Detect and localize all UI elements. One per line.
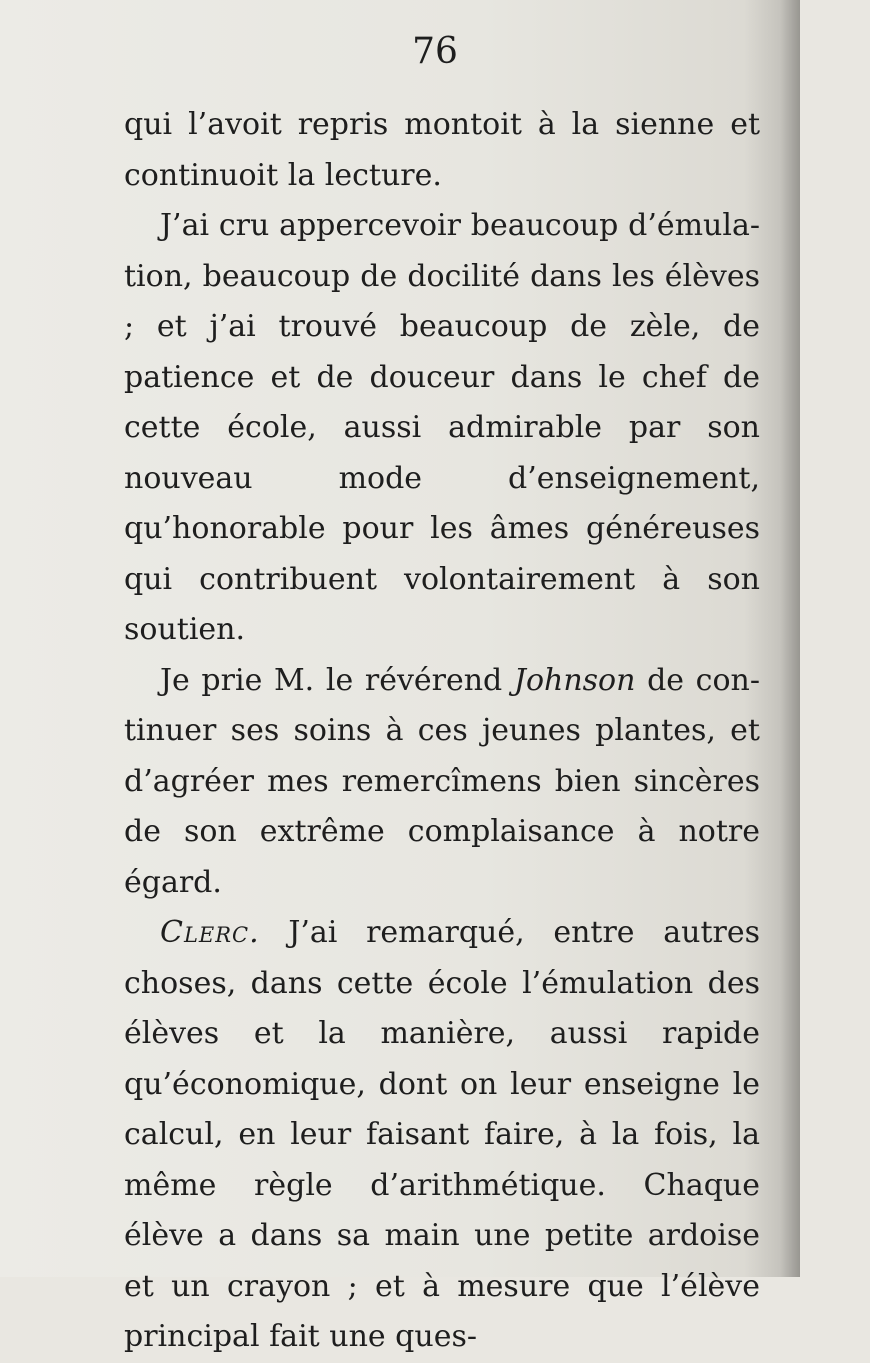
paragraph	[124, 201, 760, 656]
italic-name: Johnson	[513, 662, 636, 698]
page-number: 76	[412, 31, 458, 72]
paragraph-text: J’ai cru appercevoir beaucoup d’émulation, beaucoup de docilité dans les élèves ; et j’ai trouvé beaucoup de zèle, de patience et de douceur dans le chef de cette école, aussi admirable par son nouveau mode d’enseignement, qu’honorable pour les âmes généreuses qui contribuent volontairement à son soutien.	[124, 208, 760, 647]
paragraph-text: de continuer ses soins à ces jeunes plantes, et d’agréer mes remercîmens bien sincères de son extrême complaisance à notre égard.	[124, 662, 761, 900]
paragraph-text: Je prie M. le révérend	[160, 662, 514, 698]
paragraph-text: qui l’avoit repris montoit à la sienne et continuoit la lecture.	[124, 107, 760, 193]
paragraph-text: J’ai remarqué, entre autres choses, dans cette école l’émulation des élèves et la manière, aussi rapide qu’économique, dont on leur enseigne le calcul, en leur faisant faire, à la fois, la même règle d’arithmétique. Chaque élève a dans sa main une petite ardoise et un crayon ; et à mesure que l’élève principal fait une ques-	[124, 915, 760, 1354]
page-edge-shadow	[780, 0, 800, 1277]
paragraph	[124, 656, 760, 909]
speaker-name: Clerc.	[160, 915, 260, 950]
body-text	[124, 100, 760, 1363]
paragraph	[124, 908, 760, 1363]
paragraph	[124, 100, 760, 201]
